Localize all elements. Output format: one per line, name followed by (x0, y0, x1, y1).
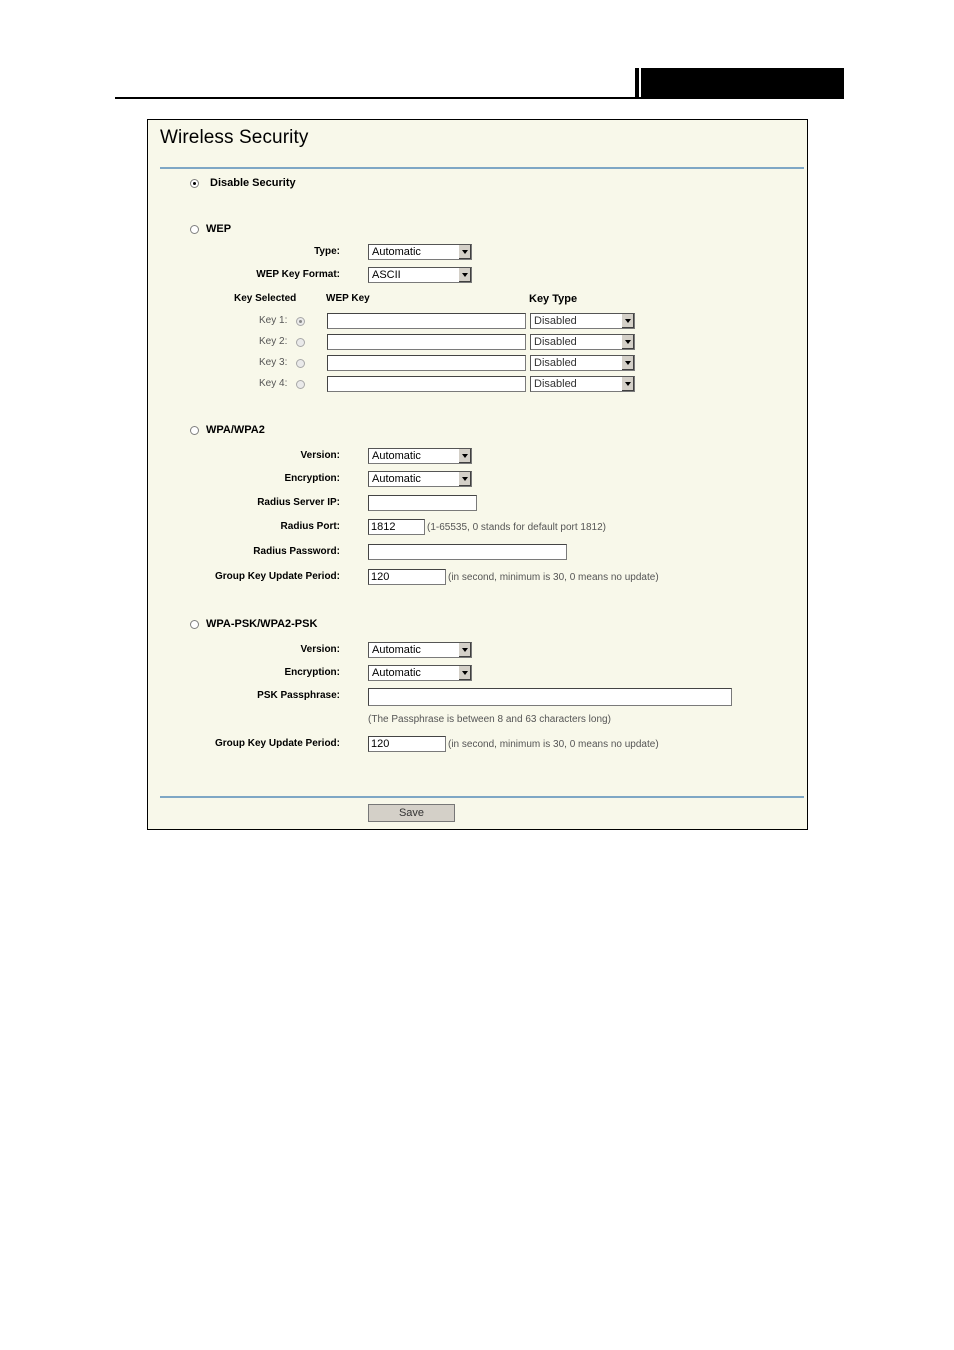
wpa-gkup-label: Group Key Update Period: (214, 571, 340, 582)
top-separator (160, 167, 804, 169)
key-3-type-select[interactable] (530, 355, 635, 371)
key-4-type-value: Disabled (534, 378, 577, 390)
header-rule (115, 97, 844, 99)
col-wep-key: WEP Key (326, 293, 370, 304)
wpa-version-value: Automatic (372, 450, 421, 462)
wpa-encryption-select[interactable] (368, 471, 472, 487)
radius-port-label: Radius Port: (280, 521, 340, 532)
wep-type-value: Automatic (372, 246, 421, 258)
radius-password-input[interactable] (368, 544, 567, 560)
chevron-down-icon (621, 377, 634, 391)
key-4-type-select[interactable] (530, 376, 635, 392)
key-3-type-value: Disabled (534, 357, 577, 369)
wpa-version-select[interactable] (368, 448, 472, 464)
wireless-security-panel (147, 119, 808, 830)
disable-security-radio[interactable] (190, 179, 199, 188)
key-4-radio[interactable] (296, 380, 305, 389)
chevron-down-icon (458, 245, 471, 259)
key-4-input[interactable] (327, 376, 526, 392)
wpa-encryption-value: Automatic (372, 473, 421, 485)
wep-type-label: Type: (314, 246, 340, 257)
key-1-radio[interactable] (296, 317, 305, 326)
key-2-label: Key 2: (259, 336, 288, 347)
psk-encryption-value: Automatic (372, 667, 421, 679)
key-1-input[interactable] (327, 313, 526, 329)
chevron-down-icon (621, 356, 634, 370)
col-key-selected: Key Selected (234, 293, 297, 304)
wpa-gkup-hint: (in second, minimum is 30, 0 means no update) (448, 572, 659, 583)
chevron-down-icon (621, 314, 634, 328)
wpa-label: WPA/WPA2 (206, 424, 265, 436)
key-2-input[interactable] (327, 334, 526, 350)
chevron-down-icon (458, 449, 471, 463)
key-1-type-select[interactable] (530, 313, 635, 329)
psk-label: WPA-PSK/WPA2-PSK (206, 618, 318, 630)
page-title: Wireless Security (160, 127, 309, 148)
chevron-down-icon (458, 268, 471, 282)
key-3-label: Key 3: (259, 357, 288, 368)
radius-password-label: Radius Password: (253, 546, 340, 557)
psk-passphrase-input[interactable] (368, 688, 732, 706)
wep-key-format-value: ASCII (372, 269, 401, 281)
header-block (635, 68, 844, 99)
key-1-label: Key 1: (259, 315, 288, 326)
psk-version-select[interactable] (368, 642, 472, 658)
key-2-type-select[interactable] (530, 334, 635, 350)
key-3-radio[interactable] (296, 359, 305, 368)
psk-radio[interactable] (190, 620, 199, 629)
chevron-down-icon (458, 472, 471, 486)
wpa-gkup-input[interactable] (368, 569, 446, 585)
chevron-down-icon (458, 666, 471, 680)
radius-server-ip-input[interactable] (368, 495, 477, 511)
wep-key-format-select[interactable] (368, 267, 472, 283)
wpa-encryption-label: Encryption: (284, 473, 340, 484)
psk-gkup-input[interactable] (368, 736, 446, 752)
key-3-input[interactable] (327, 355, 526, 371)
wpa-version-label: Version: (300, 450, 340, 461)
psk-version-label: Version: (300, 644, 340, 655)
psk-version-value: Automatic (372, 644, 421, 656)
psk-gkup-label: Group Key Update Period: (214, 738, 340, 749)
psk-encryption-select[interactable] (368, 665, 472, 681)
key-4-label: Key 4: (259, 378, 288, 389)
wep-label: WEP (206, 223, 232, 235)
psk-passphrase-hint: (The Passphrase is between 8 and 63 characters long) (368, 714, 611, 725)
psk-gkup-hint: (in second, minimum is 30, 0 means no update) (448, 739, 659, 750)
key-2-radio[interactable] (296, 338, 305, 347)
radius-port-input[interactable] (368, 519, 425, 535)
wep-type-select[interactable] (368, 244, 472, 260)
disable-security-label: Disable Security (210, 177, 296, 189)
wep-radio[interactable] (190, 225, 199, 234)
psk-passphrase-label: PSK Passphrase: (257, 690, 340, 701)
bottom-separator (160, 796, 804, 798)
chevron-down-icon (621, 335, 634, 349)
radius-port-hint: (1-65535, 0 stands for default port 1812) (427, 522, 607, 533)
key-1-type-value: Disabled (534, 315, 577, 327)
wep-key-format-label: WEP Key Format: (256, 269, 340, 280)
save-button[interactable]: Save (368, 804, 455, 822)
key-2-type-value: Disabled (534, 336, 577, 348)
wpa-radio[interactable] (190, 426, 199, 435)
col-key-type: Key Type (529, 293, 578, 305)
radius-server-ip-label: Radius Server IP: (257, 497, 340, 508)
psk-encryption-label: Encryption: (284, 667, 340, 678)
chevron-down-icon (458, 643, 471, 657)
